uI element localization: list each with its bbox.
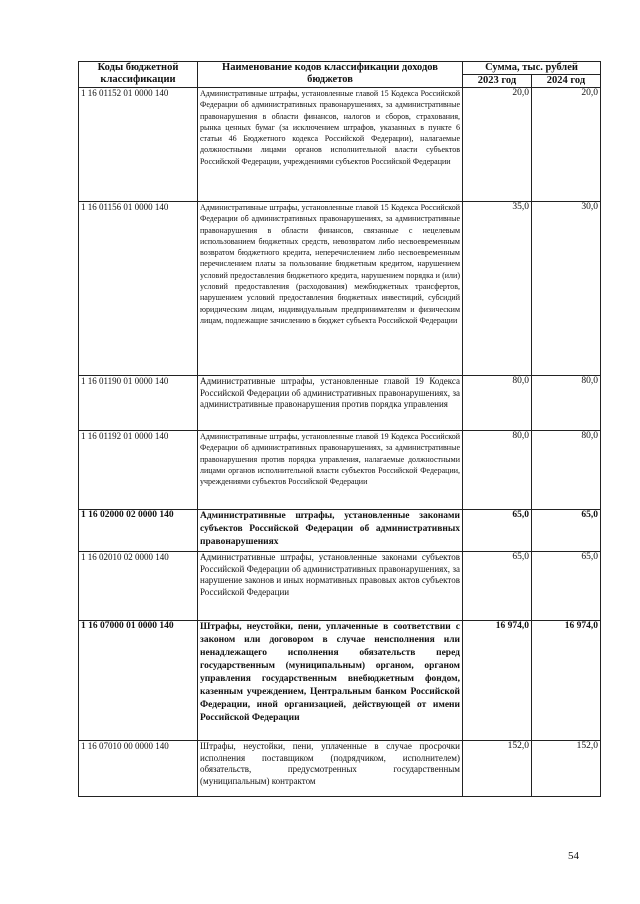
table-row [79, 552, 601, 621]
table-row [79, 431, 601, 510]
row-value-2024: 20,0 [532, 88, 601, 202]
revenue-table [78, 61, 601, 797]
row-name: Административные штрафы, установленные главой 15 Кодекса Российской Федерации об административных правонарушениях, за административные правонарушения в области финансов, налогов и сборов, страхования, рынка ценных бумаг (за исключением штрафов, указанных в пункте 6 статьи 46 Бюджетного кодекса Российской Федерации), налагаемые должностными лицами органов исполнительной власти субъектов Российской Федерации, учреждениями субъектов Российской Федерации [198, 88, 463, 202]
col-name-header: Наименование кодов классификации доходов бюджетов [198, 62, 463, 88]
row-value-2023: 80,0 [463, 431, 532, 510]
row-value-2023: 80,0 [463, 376, 532, 431]
row-name: Административные штрафы, установленные законами субъектов Российской Федерации об административных правонарушениях, за нарушение законов и иных нормативных правовых актов субъектов Российской Федерации [198, 552, 463, 621]
row-value-2024: 30,0 [532, 202, 601, 376]
row-value-2023: 20,0 [463, 88, 532, 202]
row-value-2024: 65,0 [532, 510, 601, 552]
row-code: 1 16 07000 01 0000 140 [79, 621, 198, 741]
page-number: 54 [568, 850, 579, 862]
row-value-2024: 80,0 [532, 431, 601, 510]
row-value-2023: 35,0 [463, 202, 532, 376]
row-value-2023: 65,0 [463, 510, 532, 552]
table-row [79, 88, 601, 202]
table-row [79, 510, 601, 552]
row-name: Штрафы, неустойки, пени, уплаченные в случае просрочки исполнения поставщиком (подрядчиком, исполнителем) обязательств, предусмотренных государственным (муниципальным) контрактом [198, 741, 463, 797]
row-value-2023: 65,0 [463, 552, 532, 621]
row-code: 1 16 01190 01 0000 140 [79, 376, 198, 431]
row-code: 1 16 07010 00 0000 140 [79, 741, 198, 797]
row-name: Административные штрафы, установленные главой 15 Кодекса Российской Федерации об административных правонарушениях, за административные правонарушения в области финансов, связанные с нецелевым использованием бюджетных средств, невозвратом либо несвоевременным возвратом бюджетного кредита, неперечислением либо несвоевременным перечислением платы за пользование бюджетным кредитом, нарушением условий предоставления бюджетного кредита, нарушением порядка и (или) условий предоставления (расходования) межбюджетных трансфертов, нарушением условий предоставления бюджетных инвестиций, субсидий юридическим лицам, индивидуальным предпринимателям и физическим лицам, подлежащие зачислению в бюджет субъекта Российской Федерации [198, 202, 463, 376]
col-code-header: Коды бюджетной классификации [79, 62, 198, 88]
row-code: 1 16 02010 02 0000 140 [79, 552, 198, 621]
row-name: Административные штрафы, установленные главой 19 Кодекса Российской Федерации об административных правонарушениях, за административные правонарушения против порядка управления, налагаемые должностными лицами органов исполнительной власти субъектов Российской Федерации, учреждениями субъектов Российской Федерации [198, 431, 463, 510]
table-row [79, 621, 601, 741]
row-value-2024: 16 974,0 [532, 621, 601, 741]
row-code: 1 16 01152 01 0000 140 [79, 88, 198, 202]
row-value-2024: 80,0 [532, 376, 601, 431]
row-value-2024: 152,0 [532, 741, 601, 797]
row-code: 1 16 02000 02 0000 140 [79, 510, 198, 552]
row-name: Административные штрафы, установленные главой 19 Кодекса Российской Федерации об административных правонарушениях, за административные правонарушения против порядка управления [198, 376, 463, 431]
row-name: Административные штрафы, установленные законами субъектов Российской Федерации об административных правонарушениях [198, 510, 463, 552]
col-2024-header: 2024 год [532, 75, 601, 88]
table-header-row [79, 62, 601, 75]
col-sum-header: Сумма, тыс. рублей [463, 62, 601, 75]
table-row [79, 202, 601, 376]
table-row [79, 741, 601, 797]
table-row [79, 376, 601, 431]
row-code: 1 16 01192 01 0000 140 [79, 431, 198, 510]
row-name: Штрафы, неустойки, пени, уплаченные в соответствии с законом или договором в случае неисполнения или ненадлежащего исполнения обязательств перед государственным (муниципальным) органом, органом управления государственным внебюджетным фондом, казенным учреждением, Центральным банком Российской Федерации, иной организацией, действующей от имени Российской Федерации [198, 621, 463, 741]
row-value-2023: 152,0 [463, 741, 532, 797]
row-value-2023: 16 974,0 [463, 621, 532, 741]
row-code: 1 16 01156 01 0000 140 [79, 202, 198, 376]
row-value-2024: 65,0 [532, 552, 601, 621]
col-2023-header: 2023 год [463, 75, 532, 88]
